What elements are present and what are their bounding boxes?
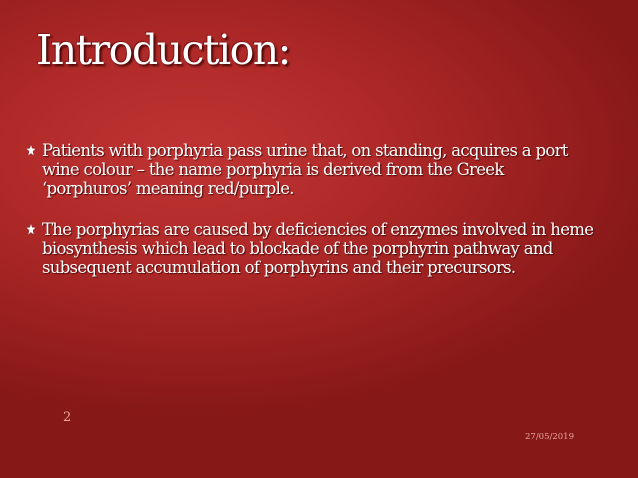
slide-number: 2 — [63, 410, 72, 425]
bullet-star-icon — [26, 144, 36, 156]
bullet-text: Patients with porphyria pass urine that, on standing, acquires a port wine colour – the name porphyria is derived from the Greek ‘porphuros’ meaning red/purple. — [42, 141, 568, 198]
bullet-item — [24, 220, 594, 277]
slide-title: Introduction: — [36, 26, 290, 74]
bullet-text: The porphyrias are caused by deficiencies of enzymes involved in heme biosynthesis which lead to blockade of the porphyrin pathway and subsequent accumulation of porphyrins and their precursors. — [42, 220, 594, 277]
bullet-item — [24, 141, 594, 198]
bullet-star-icon — [26, 223, 36, 235]
slide-date: 27/05/2019 — [525, 432, 574, 442]
bullet-list — [24, 141, 594, 299]
